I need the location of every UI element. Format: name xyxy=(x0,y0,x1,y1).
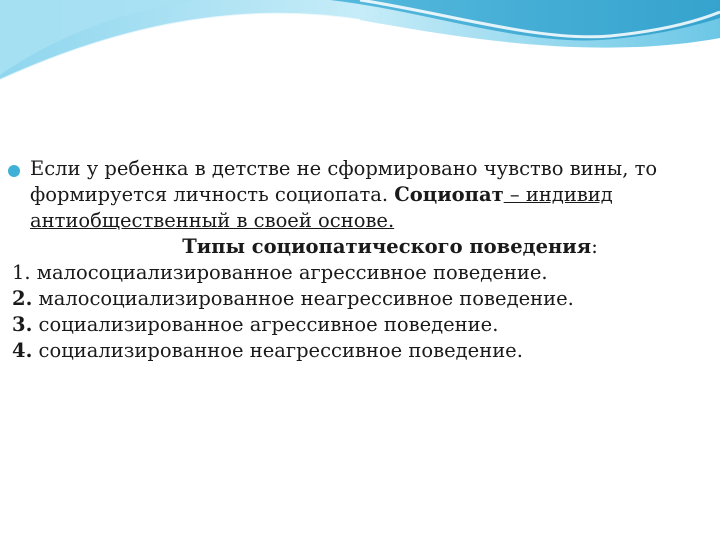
item-text: малосоциализированное агрессивное поведение. xyxy=(30,261,548,284)
item-text: социализированное агрессивное поведение. xyxy=(32,313,499,336)
types-heading-text: Типы социопатического поведения xyxy=(182,235,592,258)
types-heading xyxy=(0,234,720,260)
header-wave-decoration xyxy=(0,0,720,110)
intro-text: Если у ребенка в детстве не сформировано чувство вины, то формируется личность социопата. xyxy=(30,157,658,206)
item-number: 3. xyxy=(12,313,33,336)
definition-text: – индивид антиобщественный в своей основе. xyxy=(30,183,613,232)
intro-paragraph xyxy=(0,156,720,234)
list-item xyxy=(0,338,720,364)
item-text: малосоциализированное неагрессивное поведение. xyxy=(32,287,574,310)
item-number: 2. xyxy=(12,287,33,310)
circle-bullet-icon xyxy=(8,165,20,177)
list-item xyxy=(0,312,720,338)
term-sociopath: Социопат xyxy=(394,183,504,206)
item-number: 1. xyxy=(12,261,31,284)
types-heading-colon: : xyxy=(591,235,598,258)
list-item xyxy=(0,260,720,286)
item-text: социализированное неагрессивное поведение. xyxy=(32,339,523,362)
slide-body xyxy=(0,156,720,364)
item-number: 4. xyxy=(12,339,33,362)
list-item xyxy=(0,286,720,312)
